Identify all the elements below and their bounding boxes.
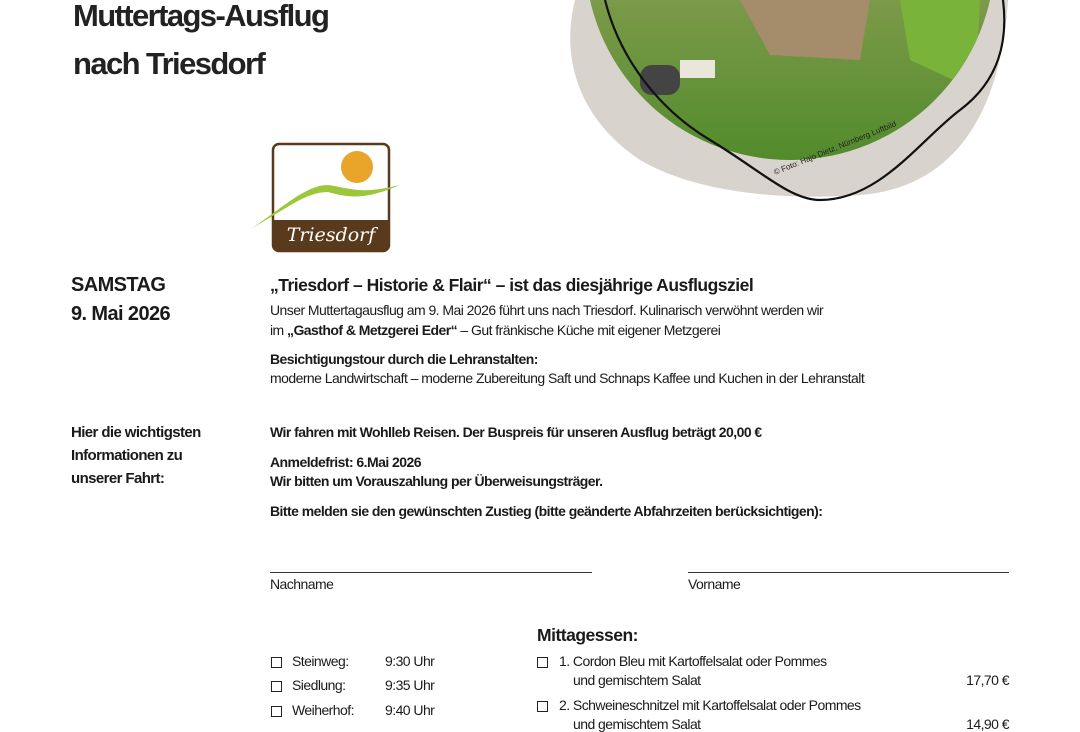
firstname-label: Vorname: [688, 576, 741, 592]
lunch-heading: Mittagessen:: [537, 625, 638, 645]
intro-line1: Unser Muttertagausflug am 9. Mai 2026 führt uns nach Triesdorf. Kulinarisch verwöhnt werden wir: [270, 302, 824, 318]
meal-line2: und gemischtem Salat: [573, 716, 701, 732]
intro-line2-suffix: – Gut fränkische Küche mit eigener Metzgerei: [457, 322, 721, 338]
stop-time: 9:40 Uhr: [385, 702, 435, 718]
stop-checkbox[interactable]: [271, 657, 282, 668]
meal-checkbox[interactable]: [537, 657, 548, 668]
triesdorf-logo: [250, 140, 410, 255]
firstname-field[interactable]: [688, 572, 1009, 573]
stop-name: Steinweg:: [292, 653, 349, 669]
meal-line2: und gemischtem Salat: [573, 672, 701, 688]
lastname-label: Nachname: [270, 576, 334, 592]
bus-info: Wir fahren mit Wohlleb Reisen. Der Buspreis für unseren Ausflug beträgt 20,00 €: [270, 424, 762, 440]
intro-line2: [270, 322, 720, 338]
meal-price: 17,70 €: [966, 672, 1009, 688]
meal-line1: 2. Schweineschnitzel mit Kartoffelsalat oder Pommes: [559, 697, 861, 713]
title-line1: Muttertags-Ausflug: [73, 0, 329, 33]
info-side-3: unserer Fahrt:: [71, 470, 165, 487]
meal-checkbox[interactable]: [537, 701, 548, 712]
stop-prompt: Bitte melden sie den gewünschten Zustieg (bitte geänderte Abfahrzeiten berücksichtigen):: [270, 503, 823, 519]
info-side-2: Informationen zu: [71, 447, 183, 464]
info-side-1: Hier die wichtigsten: [71, 424, 201, 441]
stop-name: Siedlung:: [292, 677, 346, 693]
event-date: 9. Mai 2026: [71, 303, 171, 325]
stop-name: Weiherhof:: [292, 702, 354, 718]
svg-text:Triesdorf: Triesdorf: [286, 224, 376, 246]
stop-time: 9:30 Uhr: [385, 653, 435, 669]
stop-checkbox[interactable]: [271, 681, 282, 692]
event-day: SAMSTAG: [71, 274, 166, 296]
restaurant-name: „Gasthof & Metzgerei Eder“: [287, 322, 458, 338]
tour-text: moderne Landwirtschaft – moderne Zubereitung Saft und Schnaps Kaffee und Kuchen in der Lehranstalt: [270, 370, 865, 386]
stop-checkbox[interactable]: [271, 706, 282, 717]
meal-price: 14,90 €: [966, 716, 1009, 732]
intro-line2-prefix: im: [270, 322, 288, 338]
stop-time: 9:35 Uhr: [385, 677, 435, 693]
prepay-note: Wir bitten um Vorauszahlung per Überweisungsträger.: [270, 473, 603, 489]
tour-heading: Besichtigungstour durch die Lehranstalten:: [270, 351, 538, 367]
lastname-field[interactable]: [270, 572, 592, 573]
photo-credit: © Foto: Hajo Dietz, Nürnberg Luftbild: [772, 119, 898, 177]
meal-line1: 1. Cordon Bleu mit Kartoffelsalat oder Pommes: [559, 653, 827, 669]
deadline: Anmeldefrist: 6.Mai 2026: [270, 454, 421, 470]
title-line2: nach Triesdorf: [73, 46, 265, 81]
intro-heading: „Triesdorf – Historie & Flair“ – ist das diesjährige Ausflugsziel: [270, 275, 754, 295]
